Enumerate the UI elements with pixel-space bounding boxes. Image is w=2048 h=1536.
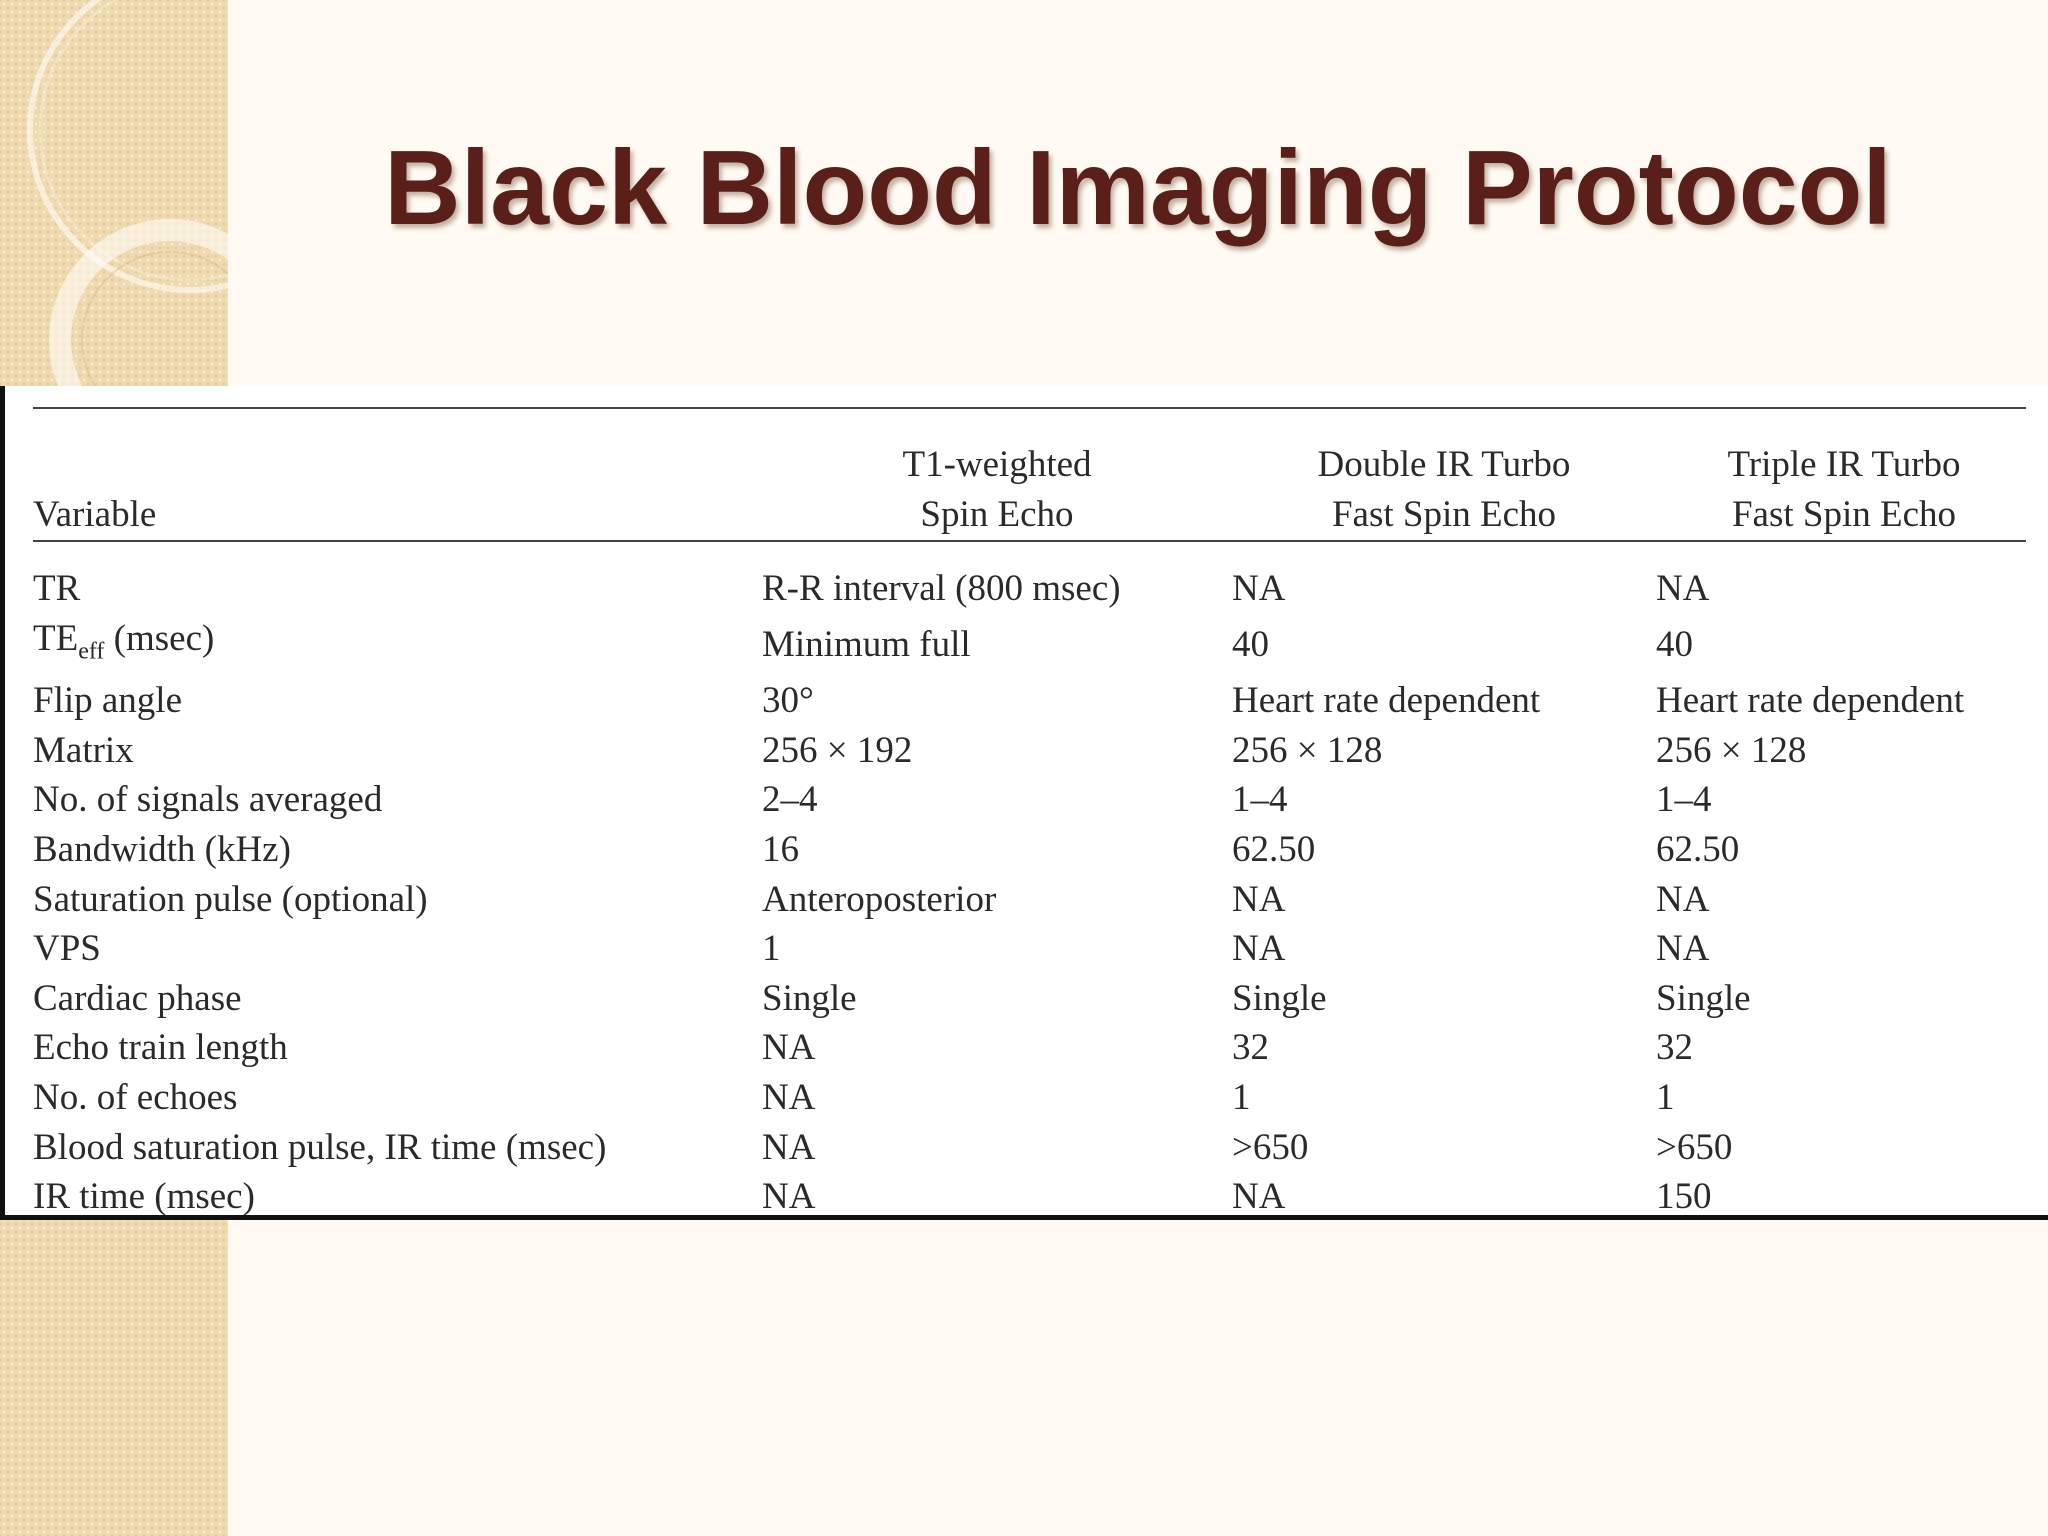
cell-triple: 40 <box>1656 624 1693 666</box>
cell-variable: $TE_{eff}$ (msec) <box>33 617 215 664</box>
cell-triple: NA <box>1656 878 1710 920</box>
cell-variable: Cardiac phase <box>33 977 242 1019</box>
cell-double: NA <box>1232 878 1286 920</box>
cell-t1: 1 <box>762 928 781 970</box>
protocol-table <box>33 410 2032 1222</box>
protocol-table-panel <box>0 386 2048 1220</box>
cell-t1: 2–4 <box>762 779 818 821</box>
header-triple-ir: Triple IR Turbo Fast Spin Echo <box>1727 444 1961 535</box>
cell-variable: Flip angle <box>33 680 183 722</box>
cell-variable: Blood saturation pulse, IR time (msec) <box>33 1126 607 1168</box>
cell-triple: 1 <box>1656 1077 1675 1119</box>
cell-triple: 32 <box>1656 1027 1693 1069</box>
table-row <box>33 1172 2032 1222</box>
cell-variable: VPS <box>33 928 101 970</box>
table-row <box>33 775 2032 825</box>
cell-triple: 62.50 <box>1656 829 1740 871</box>
cell-double: >650 <box>1232 1126 1309 1168</box>
table-top-rule <box>33 407 2026 409</box>
cell-t1: Single <box>762 977 857 1019</box>
table-row <box>33 614 2032 676</box>
cell-triple: Single <box>1656 977 1751 1019</box>
table-row <box>33 825 2032 875</box>
table-row <box>33 974 2032 1024</box>
table-row <box>33 924 2032 974</box>
cell-double: Single <box>1232 977 1327 1019</box>
cell-variable: IR time (msec) <box>33 1176 255 1218</box>
cell-variable: No. of signals averaged <box>33 779 383 821</box>
table-row <box>33 676 2032 726</box>
table-header-row <box>33 410 2032 552</box>
cell-t1: NA <box>762 1027 816 1069</box>
cell-t1: R-R interval (800 msec) <box>762 568 1121 610</box>
cell-t1: Anteroposterior <box>762 878 997 920</box>
table-row <box>33 1023 2032 1073</box>
header-double-ir: Double IR Turbo Fast Spin Echo <box>1317 444 1571 535</box>
cell-triple: 256 × 128 <box>1656 729 1807 771</box>
cell-t1: NA <box>762 1077 816 1119</box>
decorative-rings <box>0 0 228 400</box>
cell-triple: NA <box>1656 568 1710 610</box>
cell-double: 256 × 128 <box>1232 729 1383 771</box>
table-row <box>33 726 2032 776</box>
subscript: eff <box>78 637 105 664</box>
cell-triple: 1–4 <box>1656 779 1712 821</box>
cell-t1: 256 × 192 <box>762 729 913 771</box>
header-t1-weighted: T1-weighted Spin Echo <box>902 444 1092 535</box>
cell-double: 1 <box>1232 1077 1251 1119</box>
table-row <box>33 552 2032 614</box>
cell-double: NA <box>1232 1176 1286 1218</box>
cell-double: NA <box>1232 568 1286 610</box>
table-row <box>33 1073 2032 1123</box>
cell-t1: Minimum full <box>762 624 971 666</box>
cell-double: 32 <box>1232 1027 1269 1069</box>
table-row <box>33 874 2032 924</box>
cell-double: 1–4 <box>1232 779 1288 821</box>
slide-title: Black Blood Imaging Protocol <box>384 129 1892 247</box>
cell-double: NA <box>1232 928 1286 970</box>
cell-triple: >650 <box>1656 1126 1733 1168</box>
cell-double: 62.50 <box>1232 829 1316 871</box>
cell-t1: NA <box>762 1126 816 1168</box>
cell-t1: 16 <box>762 829 799 871</box>
cell-double: 40 <box>1232 624 1269 666</box>
cell-variable: Echo train length <box>33 1027 288 1069</box>
header-variable: Variable <box>33 494 157 535</box>
cell-variable: Bandwidth (kHz) <box>33 829 291 871</box>
cell-variable: Saturation pulse (optional) <box>33 878 428 920</box>
cell-t1: 30° <box>762 680 814 722</box>
table-row <box>33 1122 2032 1172</box>
cell-variable: No. of echoes <box>33 1077 238 1119</box>
cell-variable: Matrix <box>33 729 134 771</box>
cell-triple: NA <box>1656 928 1710 970</box>
cell-triple: Heart rate dependent <box>1656 680 1965 722</box>
cell-triple: 150 <box>1656 1176 1712 1218</box>
cell-t1: NA <box>762 1176 816 1218</box>
cell-variable: TR <box>33 568 81 610</box>
cell-double: Heart rate dependent <box>1232 680 1541 722</box>
